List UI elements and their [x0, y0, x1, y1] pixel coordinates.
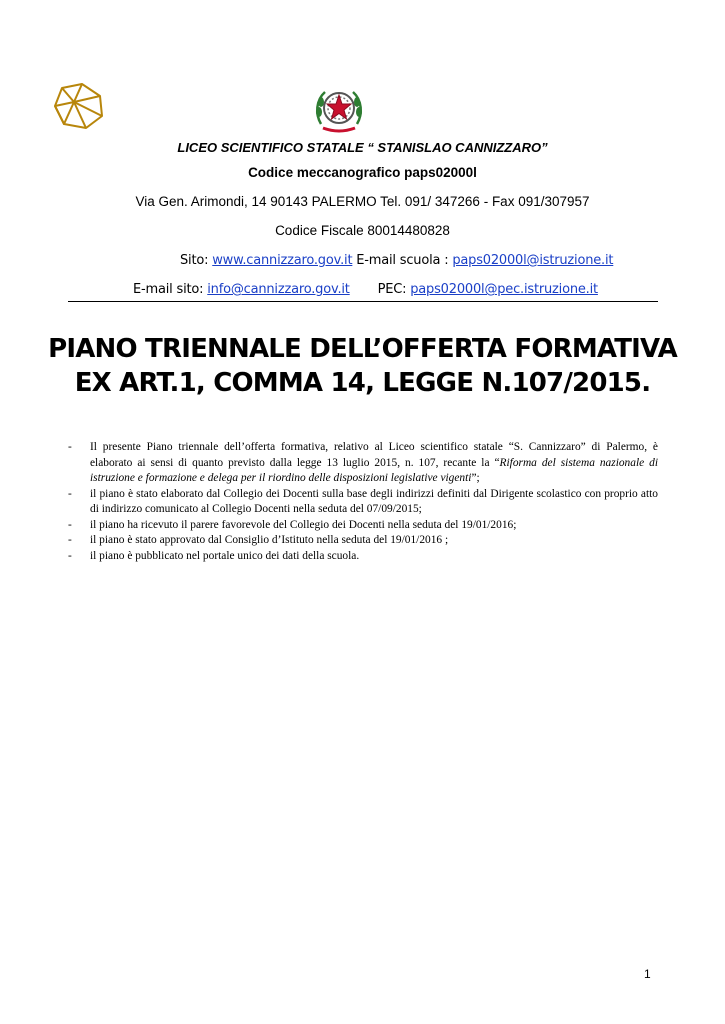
list-item-text: il piano è stato approvato dal Consiglio d’Istituto nella seduta del 19/01/2016 ;: [90, 534, 449, 546]
bullet-dash: -: [68, 549, 72, 562]
pec-email-link[interactable]: paps02000l@pec.istruzione.it: [410, 282, 598, 297]
site-label: Sito:: [180, 253, 209, 268]
header-divider: [68, 301, 658, 302]
school-name: LICEO SCIENTIFICO STATALE “ STANISLAO CANNIZZARO”: [177, 140, 548, 155]
list-item-text: il piano ha ricevuto il parere favorevole del Collegio dei Docenti nella seduta del 19/01/2016;: [90, 518, 517, 531]
republic-emblem-icon: [313, 84, 365, 136]
list-item: [68, 518, 658, 534]
email-contact-line: [133, 282, 598, 297]
fiscal-code: Codice Fiscale 80014480828: [275, 223, 450, 238]
site-email-link[interactable]: info@cannizzaro.gov.it: [207, 282, 350, 297]
bullet-dash: -: [68, 534, 72, 546]
document-title-line1: PIANO TRIENNALE DELL’OFFERTA FORMATIVA: [48, 334, 677, 364]
list-item-text: il piano è pubblicato nel portale unico dei dati della scuola.: [90, 549, 360, 562]
bullet-dash: -: [68, 518, 72, 531]
list-item: [68, 549, 658, 565]
list-item: [68, 487, 658, 518]
school-email-link[interactable]: paps02000l@istruzione.it: [452, 253, 614, 268]
school-address: Via Gen. Arimondi, 14 90143 PALERMO Tel. 091/ 347266 - Fax 091/307957: [135, 194, 590, 209]
school-code: Codice meccanografico paps02000l: [248, 165, 477, 180]
school-email-label: E-mail scuola :: [356, 253, 449, 268]
bullet-dash: -: [68, 487, 72, 500]
document-title-line2: EX ART.1, COMMA 14, LEGGE N.107/2015.: [74, 368, 651, 398]
bullet-dash: -: [68, 441, 72, 453]
pec-label: PEC:: [377, 282, 407, 297]
school-logo-icon: [52, 82, 106, 130]
list-item-text: il piano è stato elaborato dal Collegio dei Docenti sulla base degli indirizzi definiti dal Dirigente scolastico con proprio atto di indirizzo comunicato al Collegio Docenti nella seduta del 07/09/2015;: [90, 487, 658, 515]
site-contact-line: [180, 253, 613, 268]
site-link[interactable]: www.cannizzaro.gov.it: [212, 253, 353, 268]
list-item: [68, 440, 658, 487]
list-item-italic-text: Riforma del sistema nazionale di istruzione e formazione e delega per il riordino delle disposizioni legislative vigenti: [90, 456, 658, 484]
list-item: [68, 533, 658, 549]
list-item-text: Il presente Piano triennale dell’offerta formativa, relativo al Liceo scientifico statale “S. Cannizzaro” di Palermo, è elaborato ai sensi di quanto previsto dalla legge 13 luglio 2015, n. 107, recante la “: [90, 441, 658, 469]
list-item-text-end: ”;: [471, 472, 480, 484]
bullet-list: [68, 440, 658, 564]
site-email-label: E-mail sito:: [133, 282, 204, 297]
page-number: 1: [644, 967, 651, 981]
